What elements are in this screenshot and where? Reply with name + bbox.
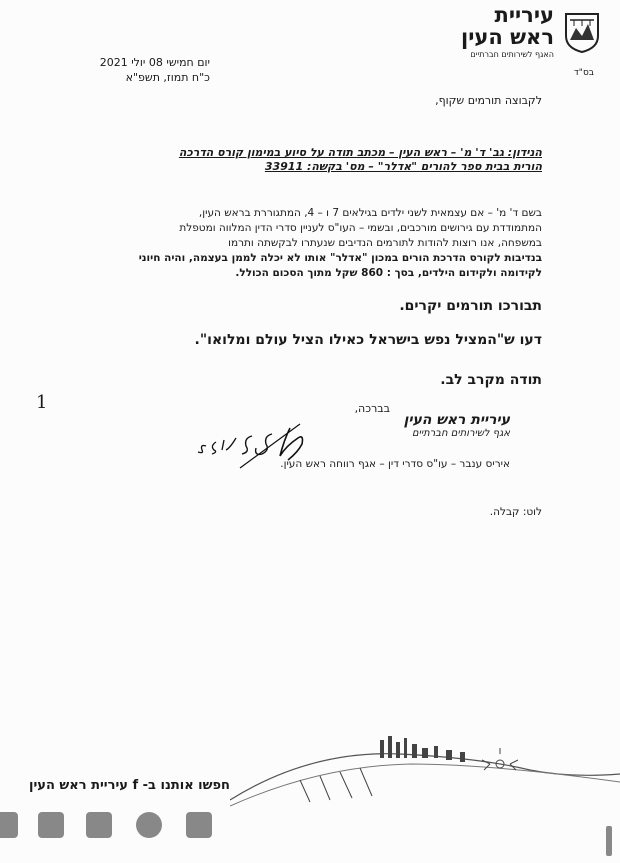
- page-number: 1: [36, 392, 48, 413]
- city-emblem-icon: [562, 10, 602, 54]
- body-line: המתמודדת עם גירושים מורכבים, ובשמי – העו"ס לעניין סדרי הדין המלווה ומטפלת: [179, 222, 542, 234]
- subject-line2: הורית בבית ספר להורים "אדלר" – מס' בקשה: 33911: [264, 160, 542, 173]
- blessing-line3: תודה מקרב לב.: [440, 372, 542, 388]
- blessing-line2: דעו ש"המציל נפש בישראל כאילו הציל עולם ומלואו".: [194, 332, 542, 348]
- date-hebrew: כ"ח תמוז, תשפ"א: [125, 71, 210, 84]
- service-tile-icon[interactable]: [38, 812, 64, 838]
- date-gregorian: יום חמישי 08 יולי 2021: [99, 56, 210, 69]
- service-tile-icon[interactable]: [86, 812, 112, 838]
- city-name-line2: ראש העין: [461, 25, 554, 49]
- body-line: בנדיבות לקורס הדרכת הורים במכון "אדלר" אותו לא יכלה לממן בעצמה, והיה חיוני: [138, 252, 542, 264]
- body-line: במשפחה, אנו רוצות להודות לתורמים הנדיבים שנעתרו לבקשתה ותרמו: [228, 237, 542, 249]
- letter-body: [92, 206, 542, 281]
- facebook-promo[interactable]: חפשו אותנו ב- f עיריית ראש העין: [29, 778, 230, 793]
- body-line: בשם ד' מ' – אם עצמאית לשני ילדים בגילאים 7 ו – 4, המתגוררת בראש העין,: [198, 207, 542, 219]
- stamp-line2: אגף לשירותים חברתיים: [411, 428, 510, 439]
- service-tile-icon[interactable]: [136, 812, 162, 838]
- blessing-line1: תבורכו תורמים יקרים.: [399, 298, 542, 314]
- signer-name: איריס ענבר – עו"ס סדרי דין – אגף רווחה ראש העין.: [280, 458, 510, 470]
- city-name-line1: עיריית: [494, 3, 554, 27]
- closing: בברכה,: [354, 402, 390, 415]
- attachment-note: לוט: קבלה.: [489, 506, 542, 518]
- body-line: לקידומה ולקידום הילדים, בסך : 860 שקל מתוך הסכום הכולל.: [235, 267, 542, 279]
- stamp-line1: עיריית ראש העין: [403, 412, 510, 428]
- service-tile-icon[interactable]: [186, 812, 212, 838]
- footer-icon-row: [0, 806, 230, 863]
- service-tile-icon[interactable]: [0, 812, 18, 838]
- subject: [102, 146, 542, 174]
- department-name: האגף לשירותים חברתיים: [470, 50, 554, 59]
- department-stamp: [370, 412, 510, 439]
- letterhead: [402, 4, 602, 66]
- recipient: לקבוצה תורמים שקוף,: [435, 94, 542, 107]
- city-name: [461, 4, 554, 48]
- edge-mark: [606, 826, 612, 856]
- city-skyline-illustration-icon: [230, 730, 620, 810]
- bsd-mark: בס"ד: [573, 68, 594, 78]
- subject-line1: הנידון: גב' ד' מ' – ראש העין – מכתב תודה על סיוע במימון קורס הדרכה: [178, 146, 542, 159]
